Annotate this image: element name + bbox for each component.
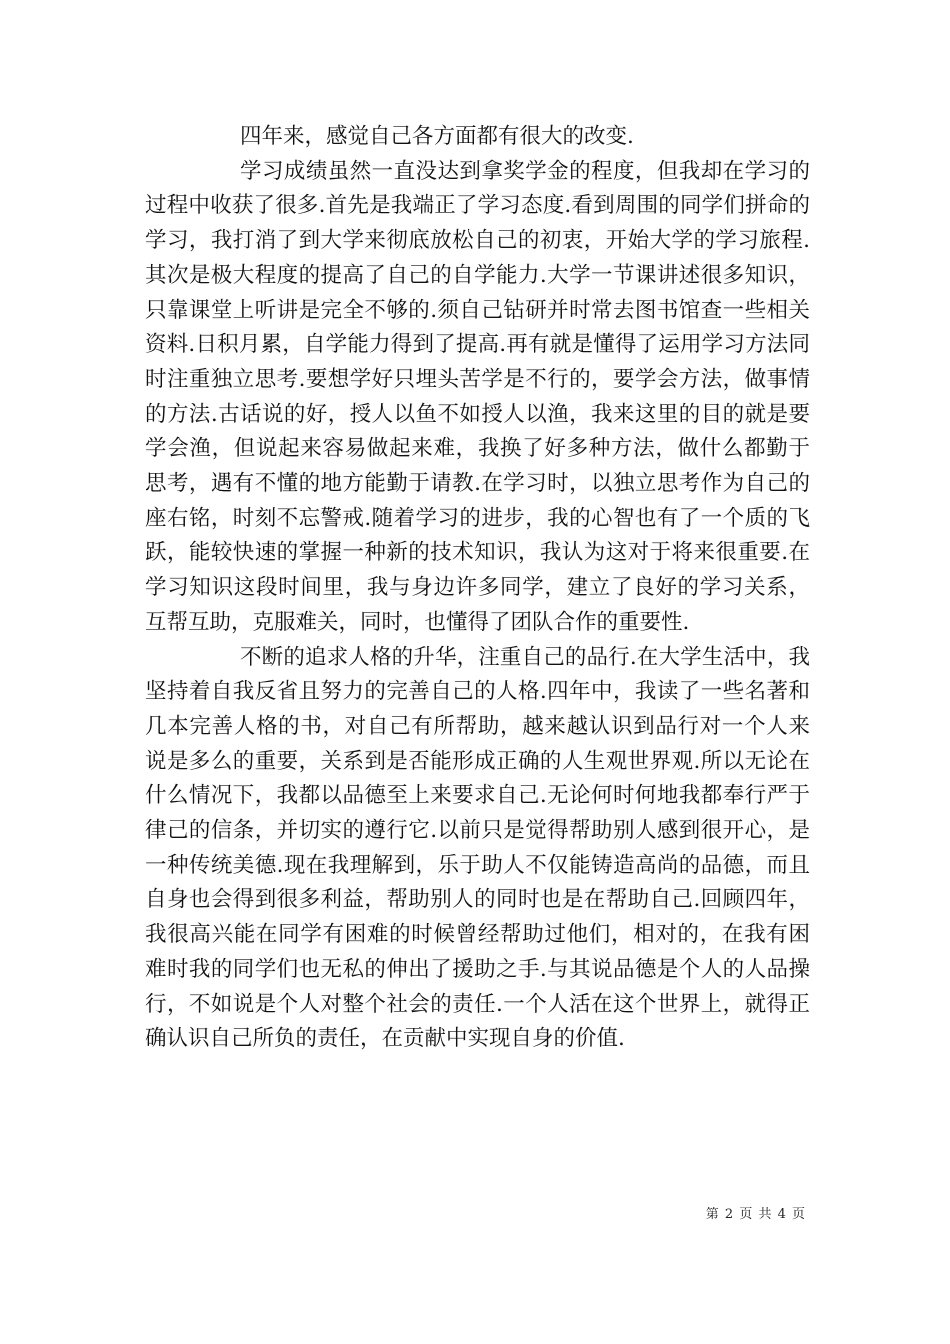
page-number-footer: 第 2 页 共 4 页: [705, 1207, 806, 1222]
paragraph-character: 不断的追求人格的升华，注重自己的品行.在大学生活中，我坚持着自我反省且努力的完善自己的人格.四年中，我读了一些名著和几本完善人格的书，对自己有所帮助，越来越认识到品行对一个人来说是多么的重要，关系到是否能形成正确的人生观世界观.所以无论在什么情况下，我都以品德至上来要求自己.无论何时何地我都奉行严于律己的信条，并切实的遵行它.以前只是觉得帮助别人感到很开心，是一种传统美德.现在我理解到，乐于助人不仅能铸造高尚的品德，而且自身也会得到很多利益，帮助别人的同时也是在帮助自己.回顾四年，我很高兴能在同学有困难的时候曾经帮助过他们，相对的，在我有困难时我的同学们也无私的伸出了援助之手.与其说品德是个人的人品操行，不如说是个人对整个社会的责任.一个人活在这个世界上，就得正确认识自己所负的责任，在贡献中实现自身的价值.: [145, 644, 810, 1052]
document-body: [145, 120, 810, 1057]
paragraph-intro: 四年来，感觉自己各方面都有很大的改变.: [240, 124, 634, 149]
paragraph-study: 学习成绩虽然一直没达到拿奖学金的程度，但我却在学习的过程中收获了很多.首先是我端正了学习态度.看到周围的同学们拼命的学习，我打消了到大学来彻底放松自己的初衷，开始大学的学习旅程.其次是极大程度的提高了自己的自学能力.大学一节课讲述很多知识，只靠课堂上听讲是完全不够的.须自己钻研并时常去图书馆查一些相关资料.日积月累，自学能力得到了提高.再有就是懂得了运用学习方法同时注重独立思考.要想学好只埋头苦学是不行的，要学会方法，做事情的方法.古话说的好，授人以鱼不如授人以渔，我来这里的目的就是要学会渔，但说起来容易做起来难，我换了好多种方法，做什么都勤于思考，遇有不懂的地方能勤于请教.在学习时，以独立思考作为自己的座右铭，时刻不忘警戒.随着学习的进步，我的心智也有了一个质的飞跃，能较快速的掌握一种新的技术知识，我认为这对于将来很重要.在学习知识这段时间里，我与身边许多同学，建立了良好的学习关系，互帮互助，克服难关，同时，也懂得了团队合作的重要性.: [145, 158, 810, 635]
